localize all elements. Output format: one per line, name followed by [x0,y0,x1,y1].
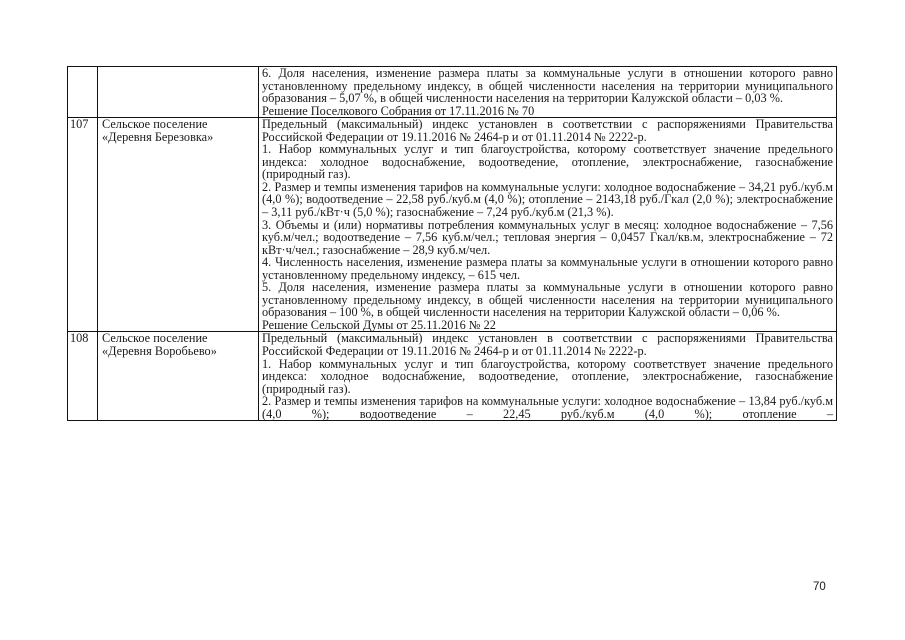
paragraph: 6. Доля населения, изменение размера платы за коммунальные услуги в отношении которого равно установленному предельному индексу, в общей численности населения на территории муниципального образования – 5,07 %, в общей численности населения на территории Калужской области – 0,03 %. [262,66,833,106]
paragraph: 4. Численность населения, изменение размера платы за коммунальные услуги в отношении которого равно установленному предельному индексу, – 615 чел. [262,255,833,282]
settlement-name-line: «Деревня Воробьево» [102,344,217,359]
settlement-name-line: «Деревня Березовка» [102,129,214,144]
settlement-name-cell [98,118,259,332]
page-number: 70 [813,581,826,593]
settlement-name-line: Сельское поселение [102,331,208,346]
paragraph: Предельный (максимальный) индекс установлен в соответствии с распоряжениями Правительства Российской Федерации от 19.11.2016 № 2464-р и от 01.11.2014 № 2222-р. [262,117,833,144]
row-number-cell: 107 [68,118,98,332]
settlement-name-line: Сельское поселение [102,117,208,132]
table-row [68,118,837,332]
paragraph: 5. Доля населения, изменение размера платы за коммунальные услуги в отношении которого равно установленному предельному индексу, в общей численности населения на территории муниципального образования – 100 %, в общей численности населения на территории Калужской области – 0,06 %. [262,280,833,320]
paragraph: 2. Размер и темпы изменения тарифов на коммунальные услуги: холодное водоснабжение – 34,21 руб./куб.м (4,0 %); водоотведение – 22,58 руб./куб.м (4,0 %); отопление – 2143,18 руб./Гкал (2,0 %); электроснабжение – 3,11 руб./кВт·ч (5,0 %); газоснабжение – 7,24 руб./куб.м (21,3 %). [262,179,833,220]
table-row [68,67,837,118]
paragraph: 2. Размер и темпы изменения тарифов на коммунальные услуги: холодное водоснабжение – 13,84 руб./куб.м (4,0 %); водоотведение – 22,45 руб./куб.м (4,0 %); отопление – [262,394,833,421]
settlement-name-cell [98,67,259,118]
paragraph: 3. Объемы и (или) нормативы потребления коммунальных услуг в месяц: холодное водоснабжение – 7,56 куб.м/чел.; водоотведение – 7,56 куб.м/чел.; тепловая энергия – 0,0457 Гкал/кв.м, электроснабжение – 72 кВт·ч/чел.; газоснабжение – 28,9 куб.м/чел. [262,217,833,257]
table-row [68,332,837,421]
paragraph: 1. Набор коммунальных услуг и тип благоустройства, которому соответствует значение предельного индекса: холодное водоснабжение, водоотведение, отопление, электроснабжение, газоснабжение (природный газ). [262,142,833,182]
settlement-name-cell [98,332,259,421]
decision-reference: Решение Сельской Думы от 25.11.2016 № 22 [262,317,496,332]
row-number-cell: 108 [68,332,98,421]
index-description-cell [259,67,837,118]
index-description-cell [259,118,837,332]
row-number-cell [68,67,98,118]
decision-reference: Решение Поселкового Собрания от 17.11.2016 № 70 [262,103,535,118]
paragraph: Предельный (максимальный) индекс установлен в соответствии с распоряжениями Правительства Российской Федерации от 19.11.2016 № 2464-р и от 01.11.2014 № 2222-р. [262,331,833,359]
index-table [67,66,837,421]
paragraph: 1. Набор коммунальных услуг и тип благоустройства, которому соответствует значение предельного индекса: холодное водоснабжение, водоотведение, отопление, электроснабжение, газоснабжение (природный газ). [262,356,833,396]
index-description-cell [259,332,837,421]
